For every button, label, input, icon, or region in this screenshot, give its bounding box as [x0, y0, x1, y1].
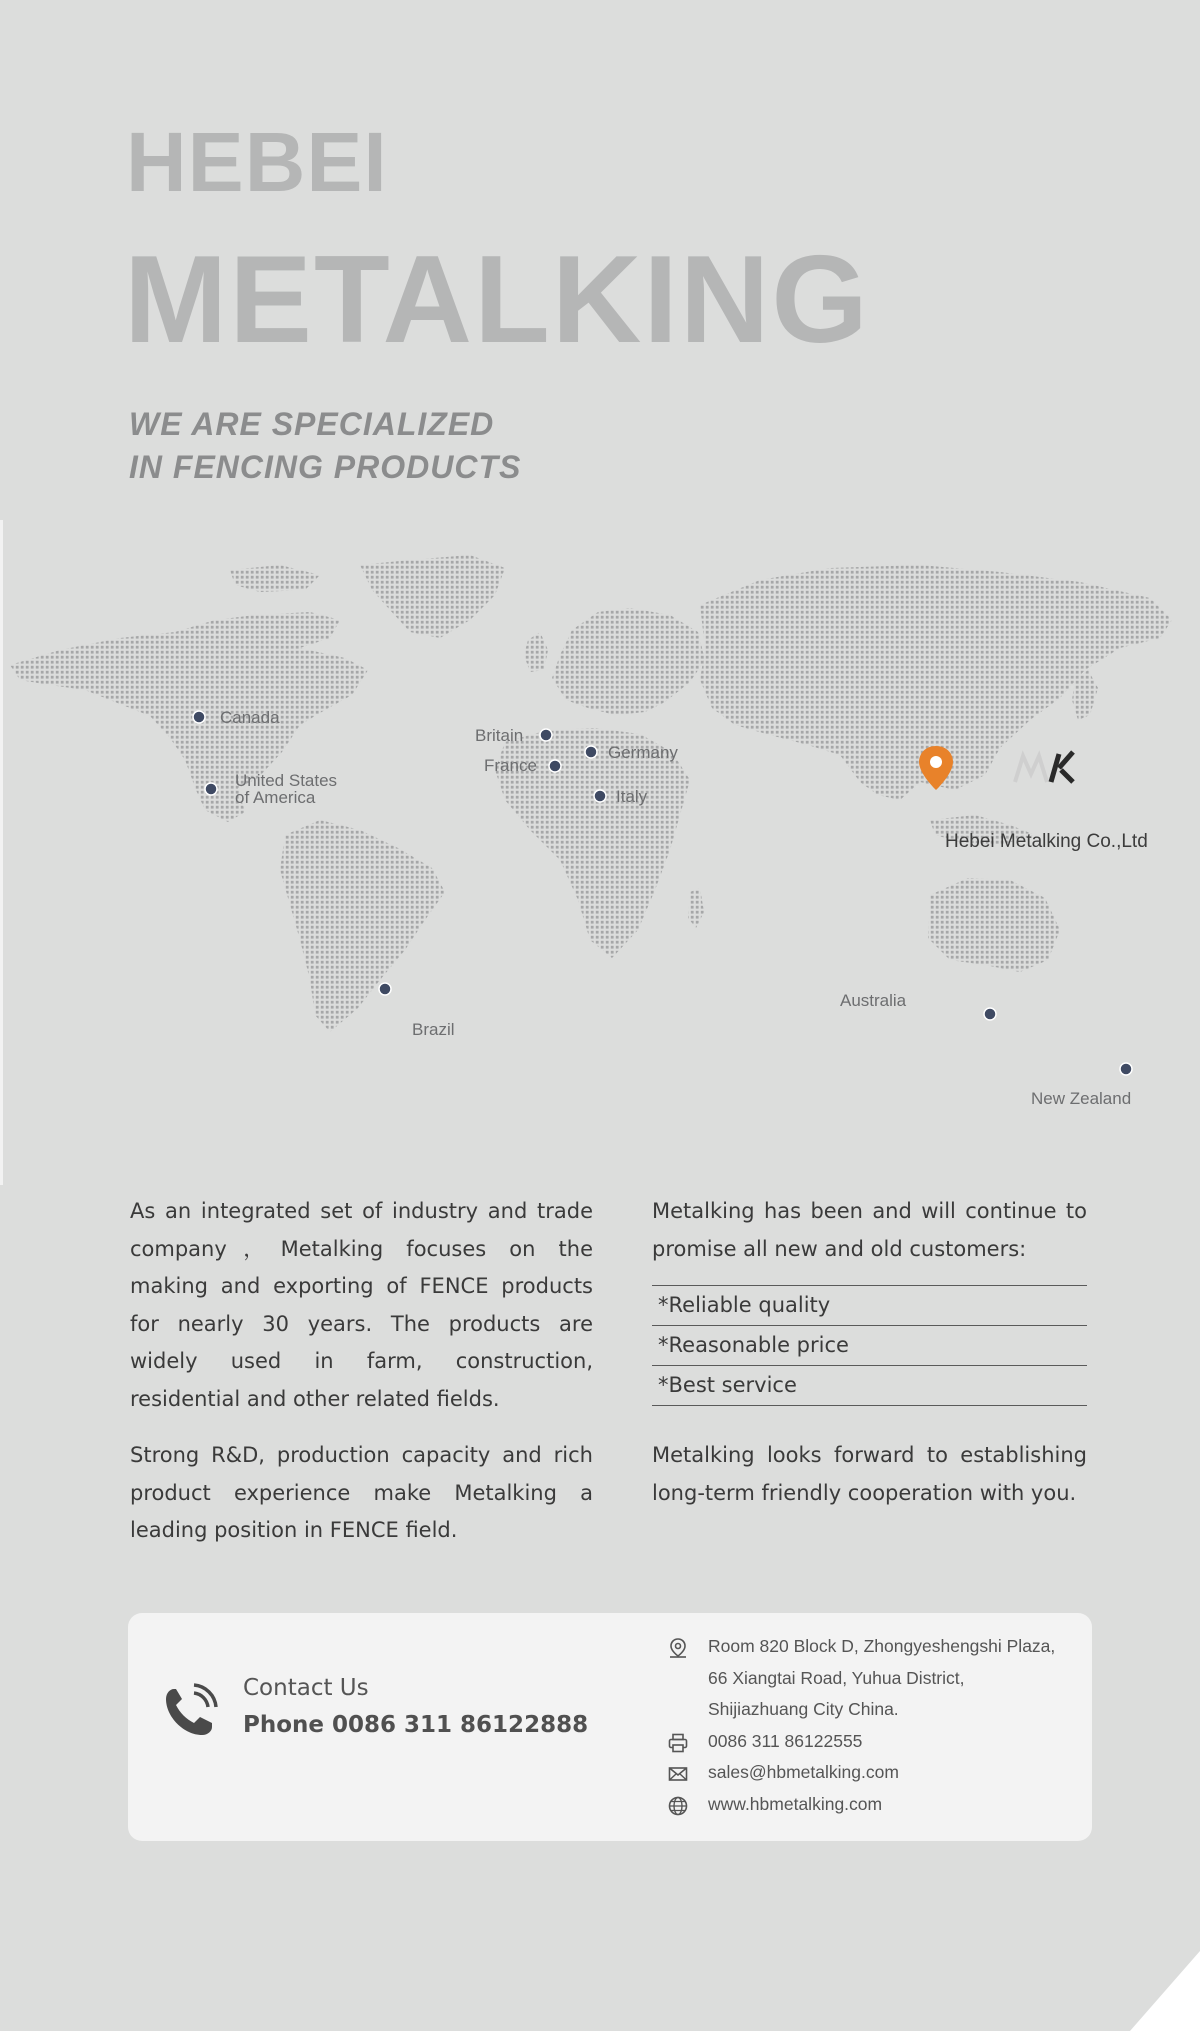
closing-paragraph: Metalking looks forward to establishing long-term friendly cooperation with you. — [652, 1443, 1087, 1505]
label-france: France — [484, 756, 537, 775]
brand-line-1: HEBEI — [126, 115, 388, 209]
page-corner — [1130, 1951, 1200, 2031]
company-label: Hebei Metalking Co.,Ltd — [945, 831, 1148, 852]
address-row — [668, 1663, 1055, 1695]
fax-icon — [668, 1733, 688, 1753]
marker-germany — [585, 746, 597, 758]
about-paragraph-2: Strong R&D, production capacity and rich product experience make Metalking a leading position in FENCE field. — [130, 1443, 593, 1543]
fax-number: 0086 311 86122555 — [708, 1730, 863, 1751]
promise-list — [652, 1285, 1087, 1406]
continents — [10, 555, 1172, 1032]
email-link[interactable]: sales@hbmetalking.com — [708, 1762, 899, 1782]
contact-card — [128, 1613, 1092, 1841]
marker-new-zealand — [1120, 1063, 1132, 1075]
marker-brazil — [379, 983, 391, 995]
phone-icon — [160, 1683, 220, 1743]
about-paragraph-1: As an integrated set of industry and trade company，Metalking focuses on the making and exporting of FENCE products for nearly 30 years. The products are widely used in farm, construction, residential and other related fields. — [130, 1199, 593, 1411]
marker-france — [549, 760, 561, 772]
label-usa-1: United States — [235, 771, 338, 790]
website-row — [668, 1789, 1055, 1821]
contact-phone[interactable]: Phone 0086 311 86122888 — [243, 1712, 589, 1738]
fax-row — [668, 1726, 1055, 1758]
label-britain: Britain — [475, 726, 524, 745]
marker-usa — [205, 783, 217, 795]
tagline-line-1: WE ARE SPECIALIZED — [129, 406, 495, 442]
address-line-2: 66 Xiangtai Road, Yuhua District, — [708, 1667, 965, 1688]
label-canada: Canada — [220, 708, 280, 727]
mk-logo-icon — [1015, 752, 1073, 782]
list-item: *Reasonable price — [652, 1325, 1087, 1365]
label-australia: Australia — [840, 991, 907, 1010]
marker-italy — [594, 790, 606, 802]
website-link[interactable]: www.hbmetalking.com — [708, 1793, 883, 1814]
contact-info — [668, 1631, 1055, 1820]
address-row — [668, 1694, 1055, 1726]
label-italy: Italy — [616, 787, 648, 806]
marker-australia — [984, 1008, 996, 1020]
mail-icon — [668, 1764, 688, 1784]
label-usa-2: of America — [235, 788, 316, 807]
address-row — [668, 1631, 1055, 1663]
list-item: *Best service — [652, 1365, 1087, 1406]
label-brazil: Brazil — [412, 1020, 455, 1039]
globe-icon — [668, 1796, 688, 1816]
world-map — [0, 520, 1200, 1190]
label-new-zealand: New Zealand — [1031, 1089, 1132, 1108]
brand-line-2: METALKING — [124, 231, 870, 369]
promise-paragraph: Metalking has been and will continue to promise all new and old customers: — [652, 1199, 1087, 1261]
tagline-line-2: IN FENCING PRODUCTS — [129, 449, 522, 485]
marker-britain — [540, 729, 552, 741]
address-line-1: Room 820 Block D, Zhongyeshengshi Plaza, — [708, 1636, 1056, 1656]
location-pin-icon — [668, 1638, 688, 1658]
label-germany: Germany — [608, 743, 678, 762]
contact-title: Contact Us — [243, 1675, 369, 1701]
email-row — [668, 1757, 1055, 1789]
address-line-3: Shijiazhuang City China. — [708, 1699, 899, 1719]
marker-canada — [193, 711, 205, 723]
list-item: *Reliable quality — [652, 1285, 1087, 1325]
